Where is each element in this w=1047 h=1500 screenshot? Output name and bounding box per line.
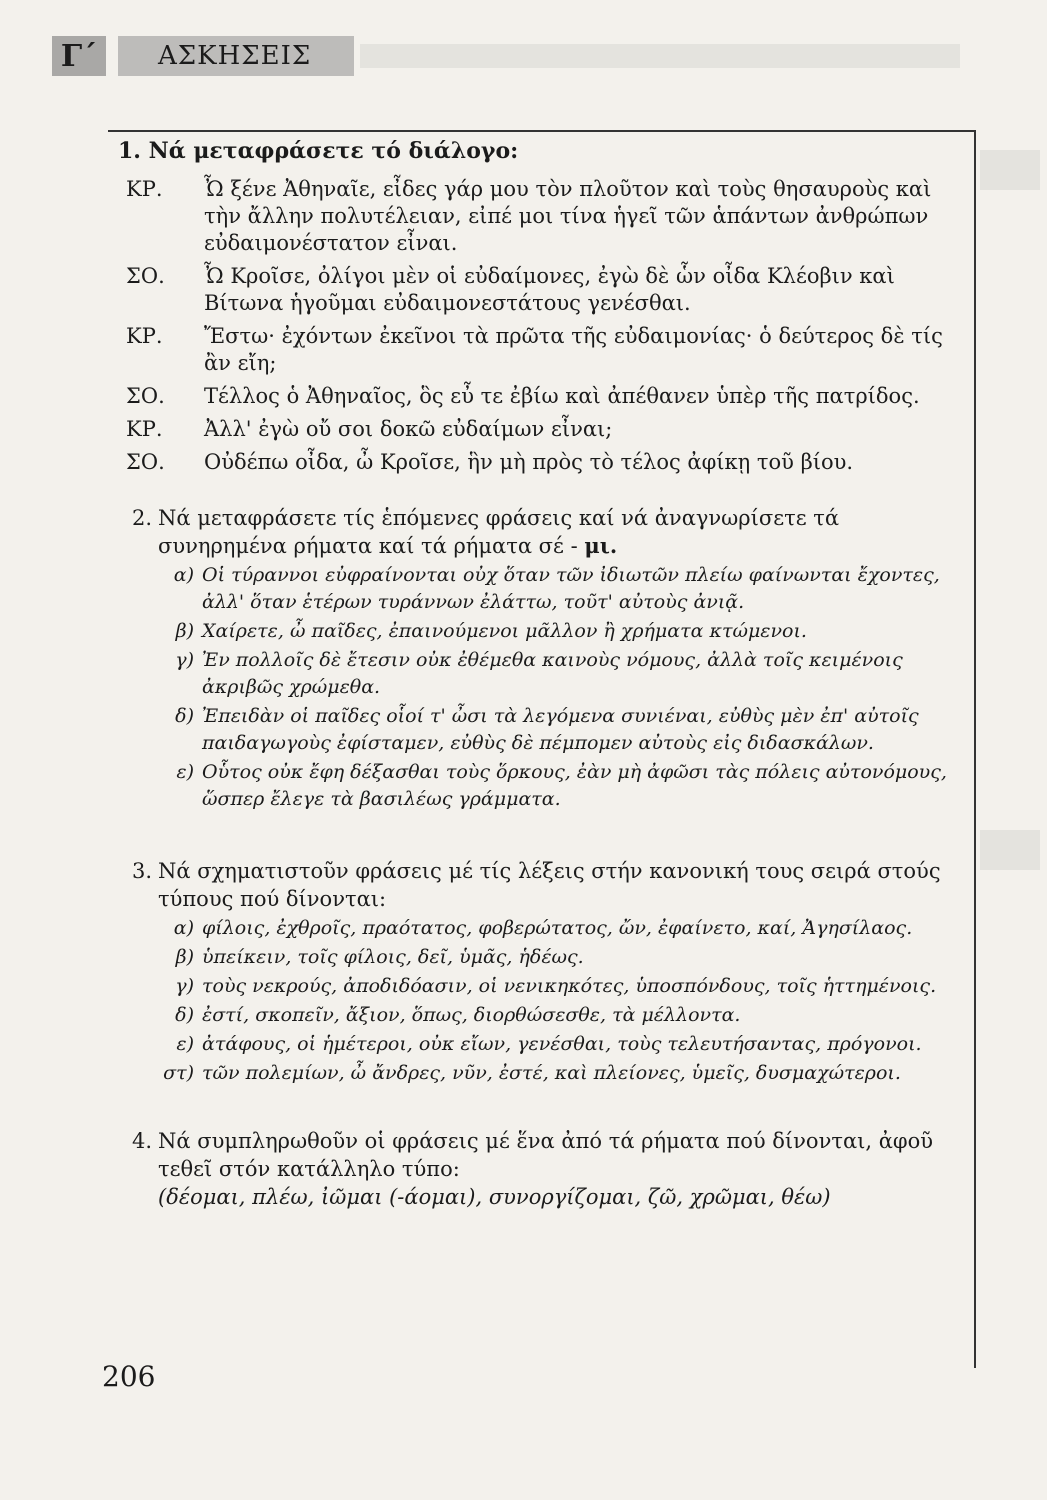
- item-text: Οὗτος οὐκ ἔφη δέξασθαι τοὺς ὅρκους, ἐὰν μὴ ἀφῶσι τὰς πόλεις αὐτονόμους, ὥσπερ ἔλεγε τὰ βασιλέως γράμματα.: [202, 761, 947, 810]
- bleed-through-band: [980, 150, 1040, 190]
- list-item: [158, 1060, 958, 1087]
- item-text: φίλοις, ἐχθροῖς, πραότατος, φοβερώτατος, ὤν, ἐφαίνετο, καί, Ἀγησίλαος.: [202, 917, 913, 939]
- instruction-suffix: μι.: [584, 533, 618, 558]
- exercise-3: [118, 857, 958, 1087]
- item-label: β): [175, 946, 194, 968]
- instruction-text: Νά σχηματιστοῦν φράσεις μέ τίς λέξεις στήν κανονική τους σειρά στούς τύπους πού δίνονται:: [158, 859, 941, 911]
- item-label: γ): [175, 975, 194, 997]
- exercise-3-instruction: [118, 857, 958, 913]
- item-text: ἀτάφους, οἱ ἡμέτεροι, οὐκ εἴων, γενέσθαι, τοὺς τελευτήσαντας, πρόγονοι.: [202, 1033, 922, 1055]
- instruction-text: Νά συμπληρωθοῦν οἱ φράσεις μέ ἕνα ἀπό τά ρήματα πού δίνονται, ἀφοῦ τεθεῖ στόν κατάλληλο τύπο:: [158, 1129, 934, 1181]
- exercise-2-items: [158, 562, 958, 813]
- exercise-number: 3.: [132, 859, 153, 883]
- exercise-2: [118, 504, 958, 813]
- item-label: δ): [175, 705, 194, 727]
- list-item: [158, 618, 958, 645]
- list-item: [158, 562, 958, 616]
- item-label: γ): [175, 649, 194, 671]
- list-item: [158, 973, 958, 1000]
- item-text: τοὺς νεκρούς, ἀποδιδόασιν, οἱ νενικηκότες, ὑποσπόνδους, τοῖς ἡττημένοις.: [202, 975, 937, 997]
- exercise-3-items: [158, 915, 958, 1087]
- exercise-1-title: 1. Νά μεταφράσετε τό διάλογο:: [118, 138, 519, 164]
- dialogue-speaker: ΣΟ.: [126, 264, 165, 288]
- item-text: τῶν πολεμίων, ὦ ἄνδρες, νῦν, ἐστέ, καὶ πλείονες, ὑμεῖς, δυσμαχώτεροι.: [202, 1062, 901, 1084]
- bleed-through-band: [980, 830, 1040, 870]
- item-text: Οἱ τύραννοι εὐφραίνονται οὐχ ὅταν τῶν ἰδιωτῶν πλείω φαίνωνται ἔχοντες, ἀλλ' ὅταν ἑτέρων τυράννων ἐλάττω, τοῦτ' αὐτοὺς ἀνιᾷ.: [202, 564, 940, 613]
- list-item: [158, 915, 958, 942]
- dialogue-line: Ἀλλ' ἐγὼ οὔ σοι δοκῶ εὐδαίμων εἶναι;: [204, 417, 613, 441]
- dialogue-speaker: ΚΡ.: [126, 417, 163, 441]
- exercise-4: [118, 1127, 958, 1211]
- exercise-4-instruction: [118, 1127, 958, 1183]
- chapter-mark: Γ΄: [52, 36, 106, 76]
- dialogue-line: Ὦ ξένε Ἀθηναῖε, εἶδες γάρ μου τὸν πλοῦτον καὶ τοὺς θησαυροὺς καὶ τὴν ἄλλην πολυτέλειαν, εἰπέ μοι τίνα ἡγεῖ τῶν ἁπάντων ἀνθρώπων εὐδαιμονέστατον εἶναι.: [204, 177, 932, 255]
- item-label: στ): [163, 1062, 194, 1084]
- dialogue-line: Οὐδέπω οἶδα, ὦ Κροῖσε, ἣν μὴ πρὸς τὸ τέλος ἀφίκῃ τοῦ βίου.: [204, 450, 854, 474]
- dialogue-speaker: ΚΡ.: [126, 177, 163, 201]
- bleed-through-band: [360, 44, 960, 68]
- dialogue-speaker: ΣΟ.: [126, 384, 165, 408]
- dialogue-speaker: ΣΟ.: [126, 450, 165, 474]
- dialogue-line: Τέλλος ὁ Ἀθηναῖος, ὃς εὖ τε ἐβίω καὶ ἀπέθανεν ὑπὲρ τῆς πατρίδος.: [204, 384, 920, 408]
- exercise-number: 4.: [132, 1129, 153, 1153]
- exercise-1: [118, 138, 958, 476]
- list-item: [158, 1002, 958, 1029]
- list-item: [158, 647, 958, 701]
- page-number: 206: [102, 1360, 156, 1393]
- list-item: [158, 703, 958, 757]
- exercise-2-instruction: [118, 504, 958, 560]
- section-title: ΑΣΚΗΣΕΙΣ: [118, 36, 354, 76]
- dialogue-speaker: ΚΡ.: [126, 324, 163, 348]
- item-label: ε): [176, 1033, 194, 1055]
- dialogue: [118, 176, 958, 476]
- item-label: α): [173, 564, 194, 586]
- instruction-body: Νά μεταφράσετε τίς ἑπόμενες φράσεις καί νά ἀναγνωρίσετε τά συνηρημένα ρήματα καί τά ρήματα σέ -: [158, 506, 840, 558]
- list-item: [158, 1031, 958, 1058]
- item-label: ε): [176, 761, 194, 783]
- exercise-number: 2.: [132, 506, 153, 530]
- item-text: Ἐπειδὰν οἱ παῖδες οἷοί τ' ὦσι τὰ λεγόμενα συνιέναι, εὐθὺς μὲν ἐπ' αὐτοῖς παιδαγωγοὺς ἐφίσταμεν, εὐθὺς δὲ πέμπομεν αὐτοὺς εἰς διδασκάλων.: [202, 705, 919, 754]
- dialogue-line: Ὦ Κροῖσε, ὀλίγοι μὲν οἱ εὐδαίμονες, ἐγὼ δὲ ὧν οἶδα Κλέοβιν καὶ Βίτωνα ἡγοῦμαι εὐδαιμονεστάτους γενέσθαι.: [204, 264, 895, 315]
- instruction-text: [158, 504, 958, 560]
- item-label: α): [173, 917, 194, 939]
- item-text: ὑπείκειν, τοῖς φίλοις, δεῖ, ὑμᾶς, ἡδέως.: [202, 946, 584, 968]
- dialogue-line: Ἔστω· ἐχόντων ἐκεῖνοι τὰ πρῶτα τῆς εὐδαιμονίας· ὁ δεύτερος δὲ τίς ἂν εἴη;: [204, 324, 943, 375]
- list-item: [158, 759, 958, 813]
- list-item: [158, 944, 958, 971]
- item-text: ἐστί, σκοπεῖν, ἄξιον, ὅπως, διορθώσεσθε, τὰ μέλλοντα.: [202, 1004, 741, 1026]
- exercises: [118, 136, 958, 1211]
- verb-list: (δέομαι, πλέω, ἰῶμαι (-άομαι), συνοργίζομαι, ζῶ, χρῶμαι, θέω): [158, 1185, 831, 1209]
- item-text: Χαίρετε, ὦ παῖδες, ἐπαινούμενοι μᾶλλον ἢ χρήματα κτώμενοι.: [202, 620, 807, 642]
- item-label: β): [175, 620, 194, 642]
- item-text: Ἐν πολλοῖς δὲ ἔτεσιν οὐκ ἐθέμεθα καινοὺς νόμους, ἀλλὰ τοῖς κειμένοις ἀκριβῶς χρώμεθα.: [202, 649, 903, 698]
- item-label: δ): [175, 1004, 194, 1026]
